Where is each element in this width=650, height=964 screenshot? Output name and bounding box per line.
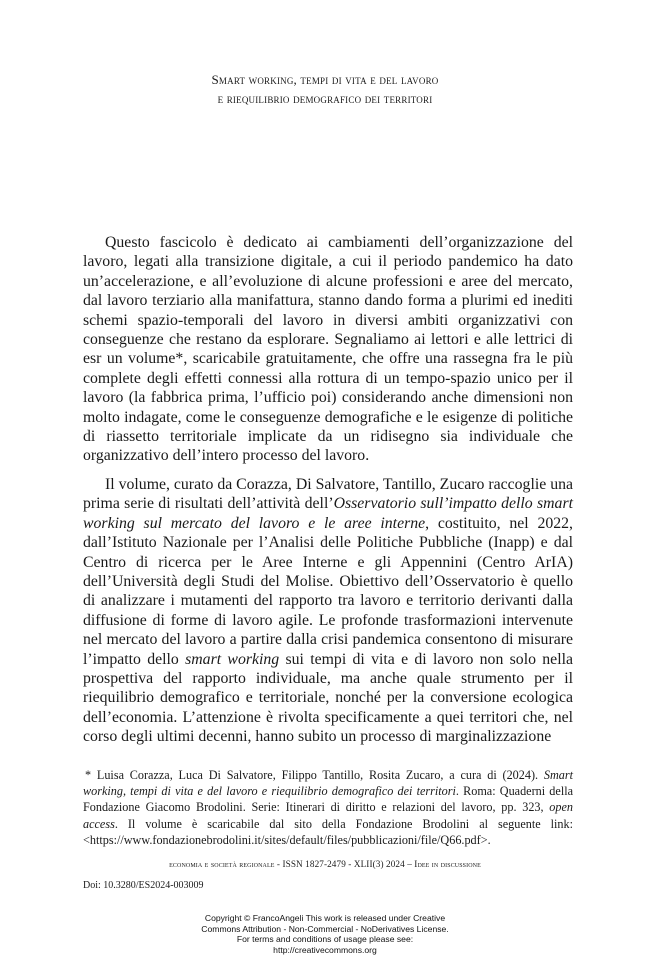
article-title: [0, 70, 650, 108]
footnote-part: . Roma: Quaderni della Fondazione Giacomo Brodolini. Serie: Itinerari di diritto e relazioni del lavoro, pp. 323,: [83, 784, 573, 815]
license-line: Commons Attribution - Non-Commercial - NoDerivatives License.: [201, 923, 449, 934]
paragraph-text-part: Il volume, curato da Corazza, Di Salvatore, Tantillo, Zucaro raccoglie una prima serie di risultati dell’attività dell’: [83, 476, 573, 513]
paragraph-text: [83, 475, 573, 747]
book-title: Smart working, tempi di vita e del lavoro e riequilibrio demografico dei territori: [83, 768, 573, 799]
title-line-2: e riequilibrio demografico dei territori: [217, 91, 433, 106]
footnote: [83, 767, 573, 848]
journal-info: [0, 859, 650, 869]
observatory-name: Osservatorio sull’impatto dello smart working sul mercato del lavoro e le aree interne: [83, 495, 573, 532]
license-line: For terms and conditions of usage please see:: [236, 934, 414, 945]
license-link[interactable]: http://creativecommons.org: [273, 944, 377, 955]
footnote-text: [83, 767, 573, 848]
paragraph-text-part: sui tempi di vita e di lavoro non solo nella prospettiva del rapporto individuale, ma anche quale strumento per il riequilibrio demografico e territoriale, nonché per la conversione ecologica dell’economia. L’attenzione è rivolta specificamente a quei territori che, nel corso degli ultimi decenni, hanno subito un processo di marginalizzazione: [83, 650, 573, 746]
title-line-1: Smart working, tempi di vita e del lavoro: [211, 72, 439, 87]
doi: Doi: 10.3280/ES2024-003009: [83, 880, 204, 891]
body-paragraph-2: [83, 475, 573, 747]
journal-name: economia e società regionale: [169, 859, 275, 869]
footnote-part: . Il volume è scaricabile dal sito della Fondazione Brodolini al seguente link: <https://www.fondazionebrodolini.it/sites/default/files/pubblicazioni/file/Q66.pdf>.: [83, 816, 573, 847]
journal-section: Idee in discussione: [414, 859, 481, 869]
body-paragraph-1: [83, 233, 573, 466]
paragraph-text: Questo fascicolo è dedicato ai cambiamenti dell’organizzazione del lavoro, legati alla transizione digitale, a cui il periodo pandemico ha dato un’accelerazione, e all’evoluzione di alcune professioni e aree del mercato, dal lavoro terziario alla manifattura, stanno dando forma a plurimi ed inediti schemi spazio-temporali del lavoro in diversi ambiti organizzativi con conseguenze che restano da esplorare. Segnaliamo ai lettori e alle lettrici di esr un volume*, scaricabile gratuitamente, che offre una rassegna fra le più complete degli effetti connessi alla rottura di un tempo-spazio unico per il lavoro (la fabbrica prima, l’ufficio poi) considerando anche dimensioni non molto indagate, come le conseguenze demografiche e le esigenze di politiche di riassetto territoriale implicate da un ridisegno sia individuale che organizzativo dell’intero processo del lavoro.: [83, 234, 573, 465]
license-line: Copyright © FrancoAngeli This work is released under Creative: [204, 913, 446, 923]
paragraph-text-part: , costituito, nel 2022, dall’Istituto Nazionale per l’Analisi delle Politiche Pubbliche (Inapp) e dal Centro di ricerca per le Aree Interne e gli Appennini (Centro ArIA) dell’Università degli Studi del Molise. Obiettivo dell’Osservatorio è quello di analizzare i mutamenti del rapporto tra lavoro e territorio derivanti dalla diffusione di forme di lavoro agile. Le profonde trasformazioni intervenute nel mercato del lavoro a partire dalla crisi pandemica consentono di misurare l’impatto dello: [83, 514, 573, 668]
italic-term: smart working: [185, 650, 280, 668]
license-notice: [0, 913, 650, 955]
footnote-part: * Luisa Corazza, Luca Di Salvatore, Filippo Tantillo, Rosita Zucaro, a cura di (2024).: [85, 768, 544, 782]
italic-term: open access: [83, 800, 573, 831]
journal-issn: - ISSN 1827-2479 - XLII(3) 2024 –: [274, 859, 415, 869]
